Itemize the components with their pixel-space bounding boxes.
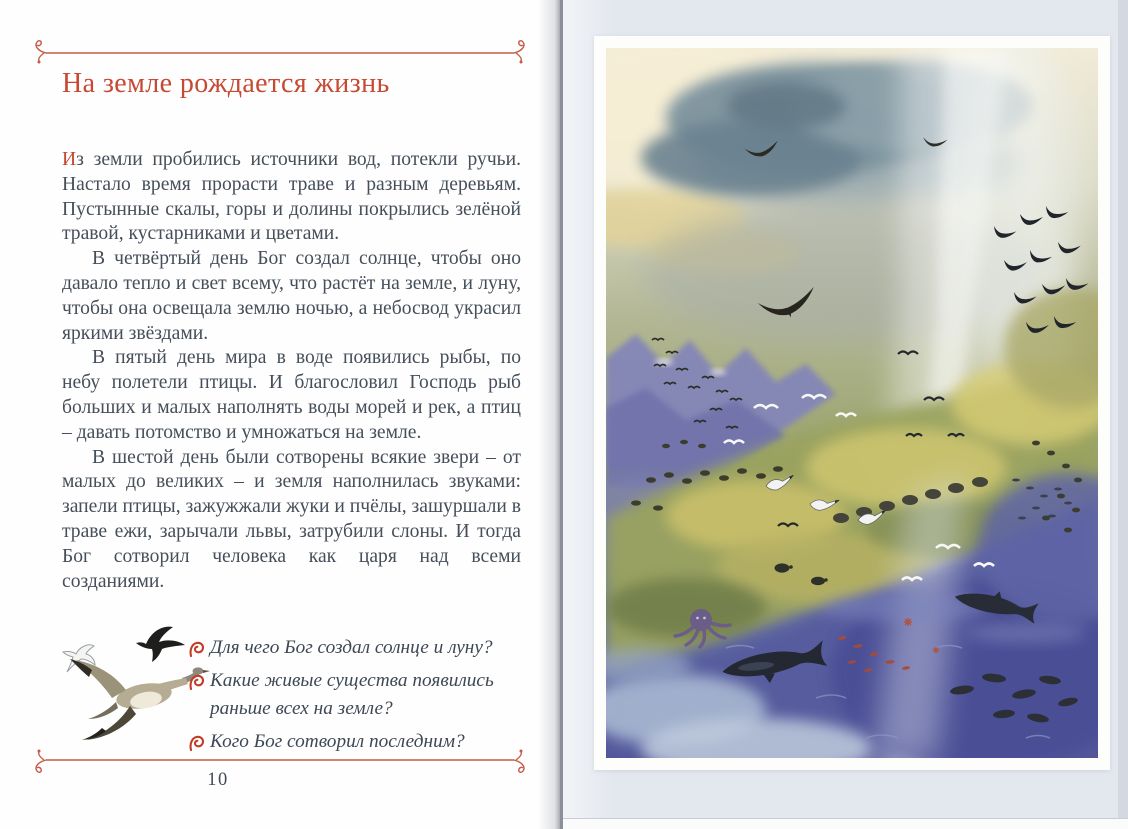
question-item [188,667,522,723]
body-text [62,148,521,594]
question-text: Какие живые существа появились раньше всех на земле? [210,670,494,719]
red-initial: И [62,149,77,170]
paragraph-2: В четвёртый день Бог создал солнце, чтобы оно давало тепло и свет всему, что растёт на земле, и луну, чтобы она освещала землю ночью, а небосвод украсил яркими звёздами. [62,248,521,344]
question-item [188,634,522,662]
paragraph-3: В пятый день мира в воде появились рыбы, по небу полетели птицы. И благословил Господь рыб больших и малых наполнять воды морей и рек, а птиц – давать потомство и умножаться на земле. [62,347,521,443]
chapter-title: На земле рождается жизнь [62,68,390,99]
illustration-plate [594,36,1110,770]
page-number: 10 [207,770,229,790]
paragraph-4: В шестой день были сотворены всякие звери – от малых до великих – и земля наполнилась звуками: запели птицы, зажужжали жуки и пчёлы, зашуршали в траве ежи, зарычали львы, затрубили слоны. И тогда Бог сотворил человека как царя над всеми созданиями. [62,446,522,592]
question-list [188,634,522,761]
flourish-icon [36,41,46,64]
scan-bottom-edge [563,818,1128,829]
question-text: Кого Бог сотворил последним? [210,731,465,752]
spiral-bullet-icon [188,640,204,658]
birds-vignette-illustration [54,616,210,752]
flourish-icon [36,750,46,773]
crow-icon [136,627,185,662]
spiral-bullet-icon [188,673,204,691]
decorative-rule-bottom [28,745,532,775]
paragraph-1: Из земли пробились источники вод, потекли ручьи. Настало время прорасти траве и разным деревьям. Пустынные скалы, горы и долины покрылись зелёной травой, кустарниками и цветами. [62,149,521,245]
flourish-icon [514,41,524,64]
decorative-rule-top [28,38,532,68]
left-page [0,0,560,829]
page-edge [1118,0,1128,829]
flourish-icon [514,750,524,773]
creation-illustration [606,48,1098,758]
question-text: Для чего Бог создал солнце и луну? [210,637,493,658]
